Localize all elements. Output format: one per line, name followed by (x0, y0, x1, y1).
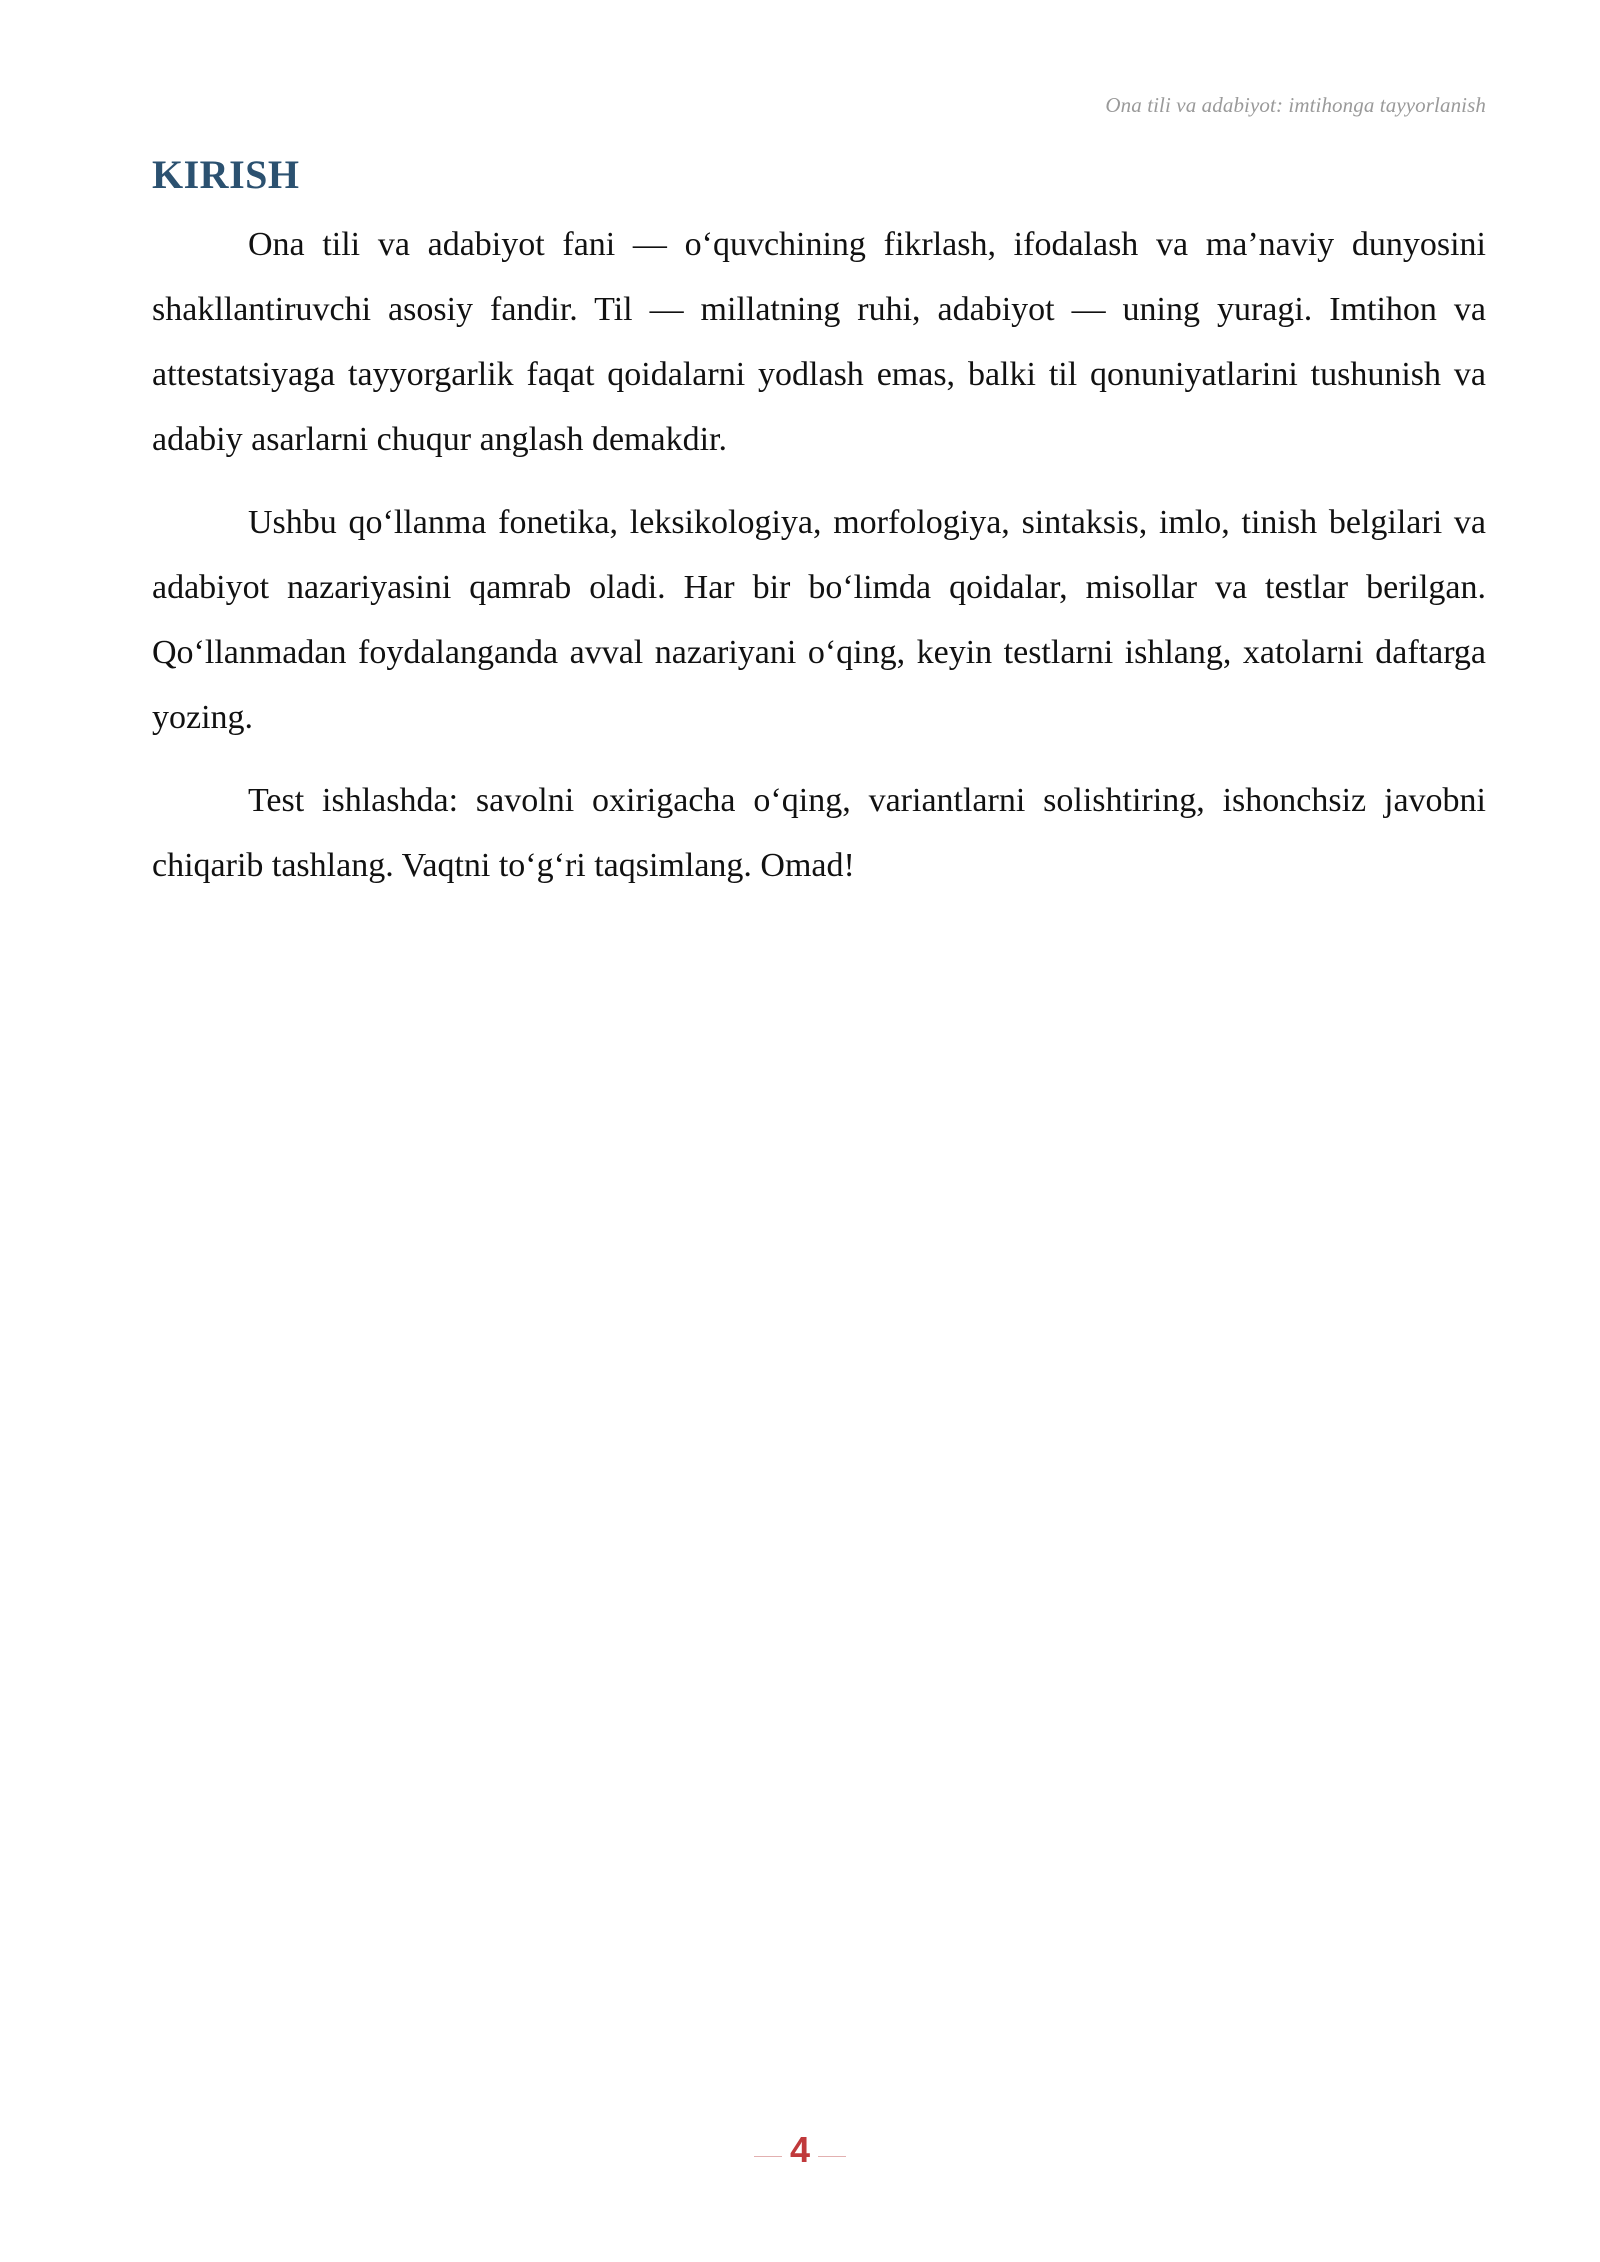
main-content (152, 150, 1486, 916)
paragraph: Ushbu qo‘llanma fonetika, leksikologiya, morfologiya, sintaksis, imlo, tinish belgilari va adabiyot nazariyasini qamrab oladi. Har bir bo‘limda qoidalar, misollar va testlar berilgan. Qo‘llanmadan foydalanganda avval nazariyani o‘qing, keyin testlarni ishlang, xatolarni daftarga yozing. (152, 504, 1486, 736)
paragraph: Ona tili va adabiyot fani — o‘quvchining fikrlash, ifodalash va ma’naviy dunyosini shakllantiruvchi asosiy fandir. Til — millatning ruhi, adabiyot — uning yuragi. Imtihon va attestatsiyaga tayyorgarlik faqat qoidalarni yodlash emas, balki til qonuniyatlarini tushunish va adabiy asarlarni chuqur anglash demakdir. (152, 226, 1486, 458)
paragraph: Test ishlashda: savolni oxirigacha o‘qing, variantlarni solishtiring, ishonchsiz javobni chiqarib tashlang. Vaqtni to‘g‘ri taqsimlang. Omad! (152, 782, 1486, 884)
footer-rule-left (754, 2156, 782, 2157)
footer-rule-right (818, 2156, 846, 2157)
running-header: Ona tili va adabiyot: imtihonga tayyorlanish (1105, 93, 1486, 117)
page-number: 4 (789, 2129, 811, 2170)
section-title: KIRISH (152, 152, 300, 197)
page-footer (0, 2130, 1600, 2170)
